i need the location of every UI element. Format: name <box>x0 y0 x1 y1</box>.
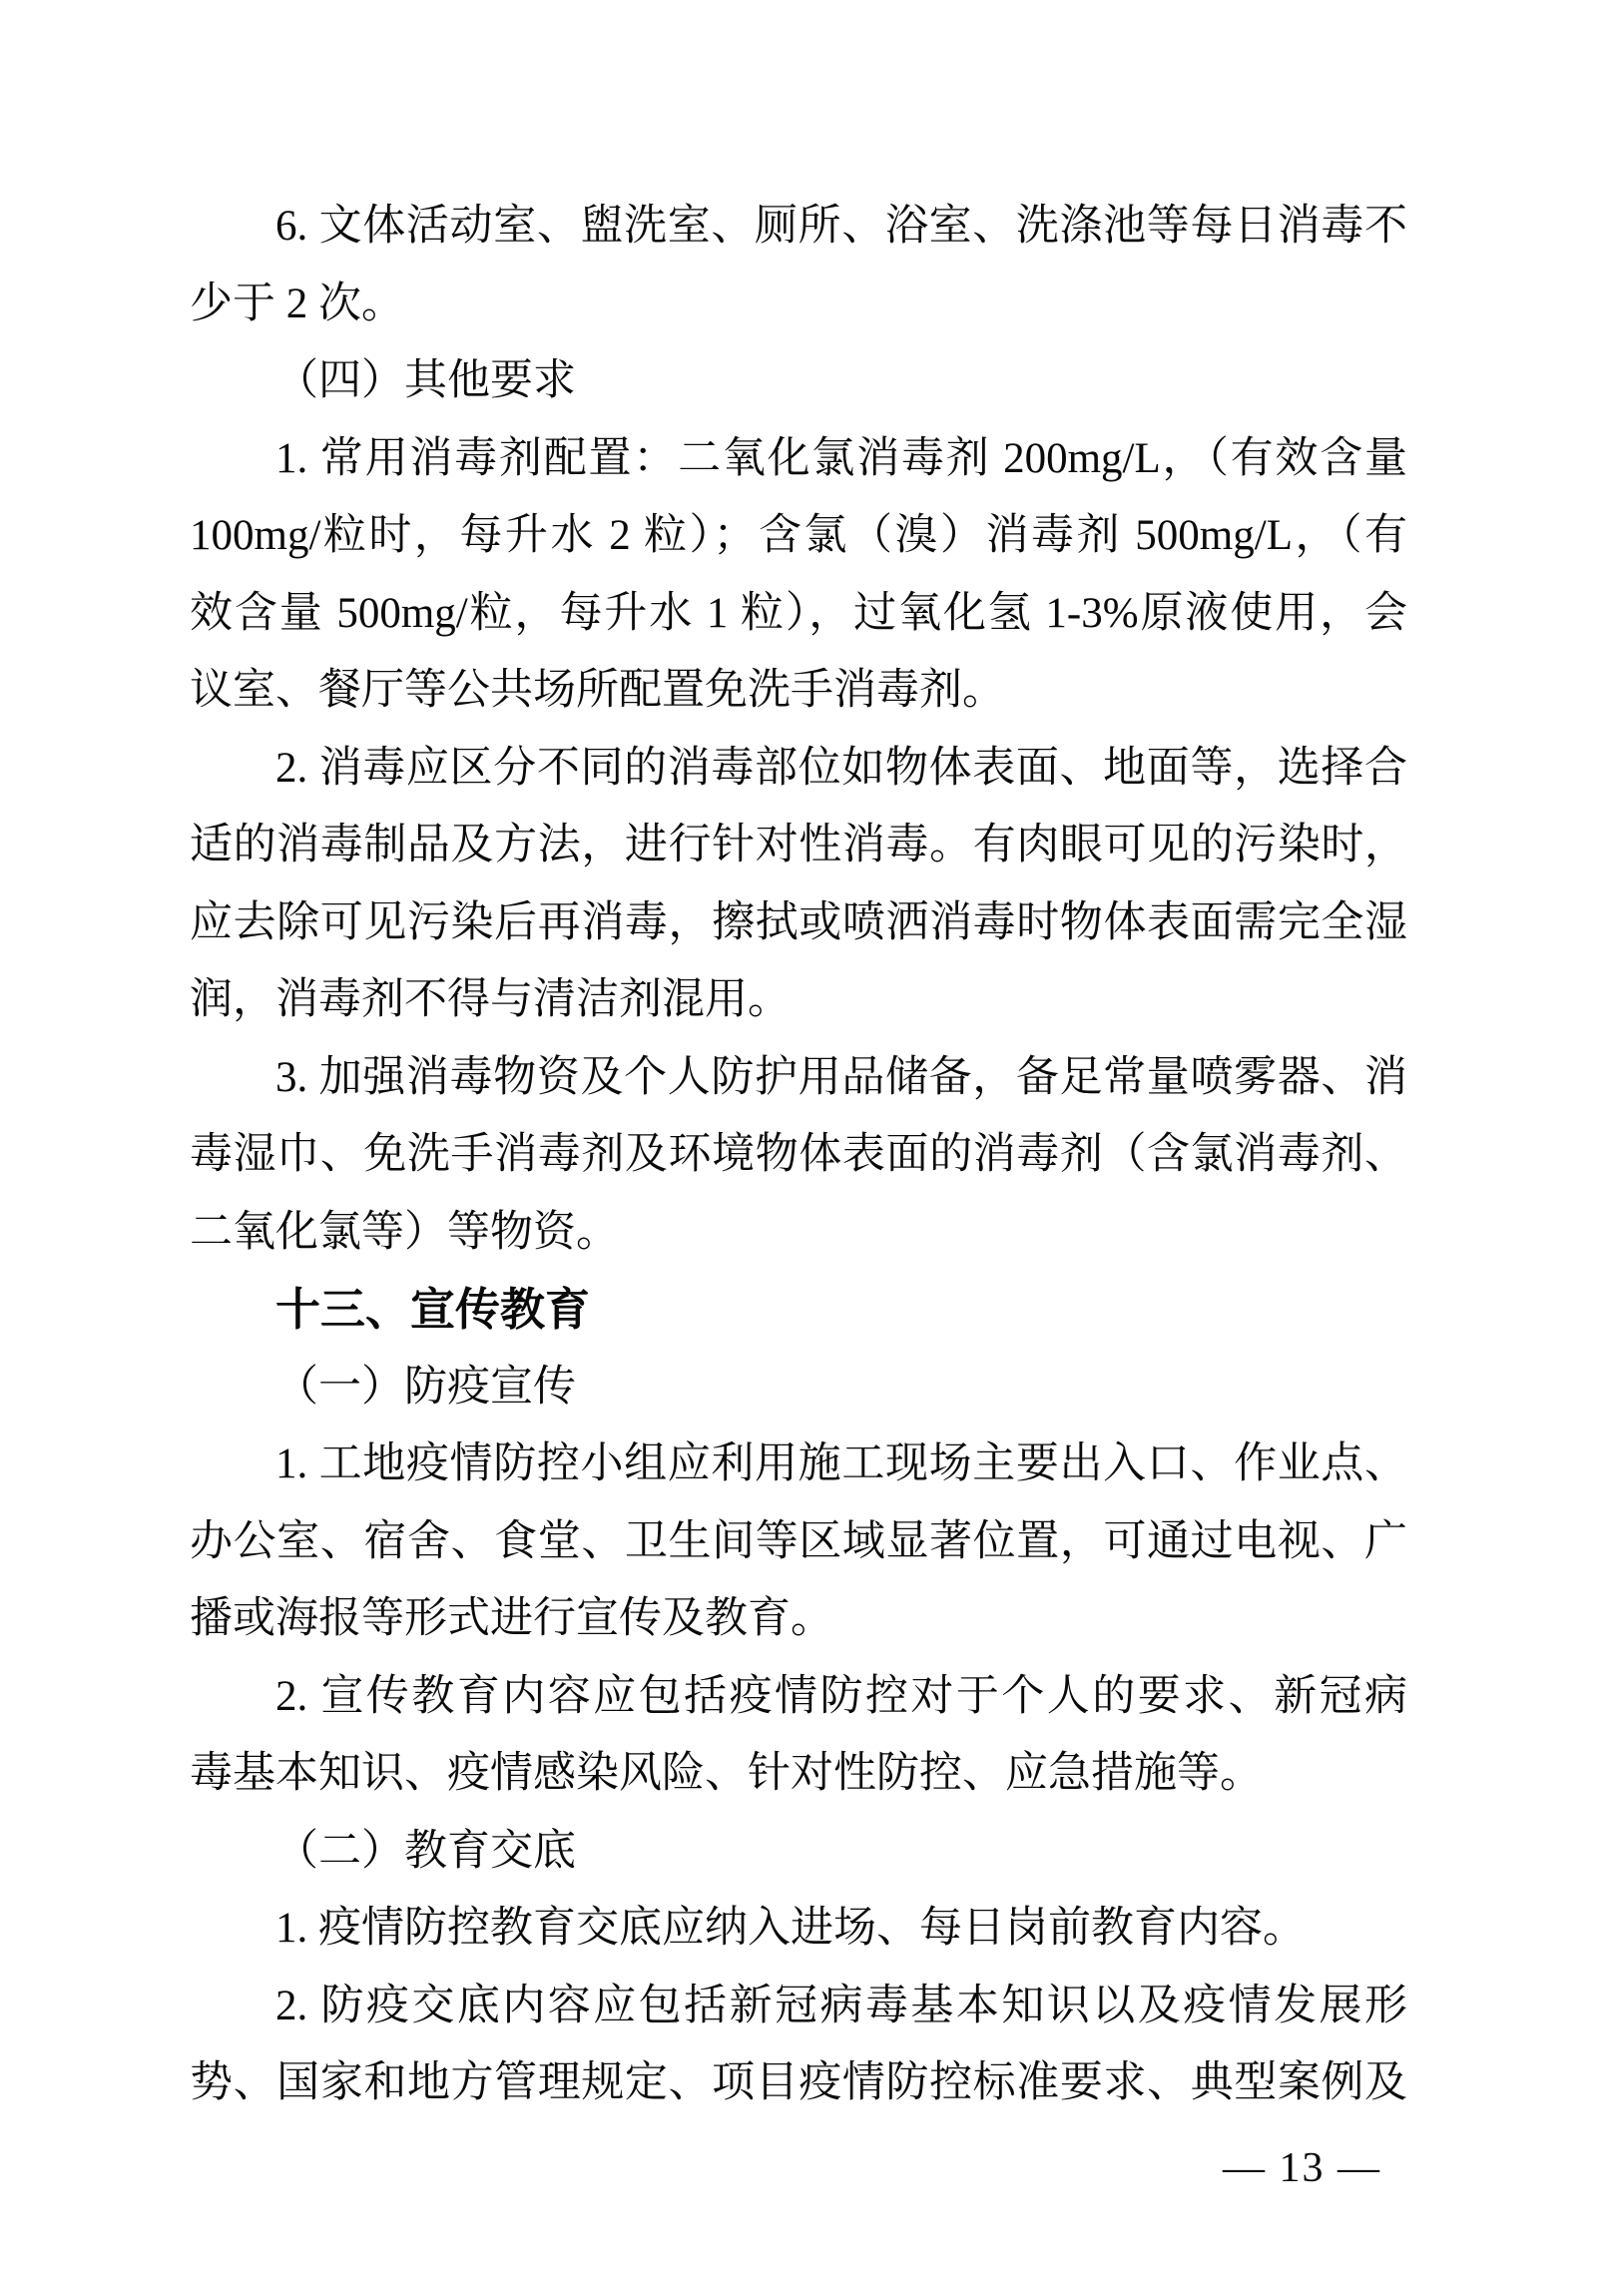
text-line: 100mg/粒时，每升水 2 粒）；含氯（溴）消毒剂 500mg/L，（有 <box>190 512 1407 559</box>
text-line: 播或海报等形式进行宣传及教育。 <box>190 1595 833 1642</box>
text-line: 毒湿巾、免洗手消毒剂及环境物体表面的消毒剂（含氯消毒剂、 <box>190 1131 1407 1178</box>
text-line: 2. 宣传教育内容应包括疫情防控对于个人的要求、新冠病 <box>275 1672 1407 1720</box>
text-line: 润，消毒剂不得与清洁剂混用。 <box>190 976 791 1023</box>
text-line: 应去除可见污染后再消毒，擦拭或喷洒消毒时物体表面需完全湿 <box>190 898 1407 946</box>
section-subheading: （二）教育交底 <box>275 1827 576 1875</box>
text-line: 2. 防疫交底内容应包括新冠病毒基本知识以及疫情发展形 <box>275 1982 1407 2029</box>
text-line: 毒基本知识、疫情感染风险、针对性防控、应急措施等。 <box>190 1750 1263 1797</box>
section-heading: 十三、宣传教育 <box>275 1284 591 1335</box>
text-line: 6. 文体活动室、盥洗室、厕所、浴室、洗涤池等每日消毒不 <box>275 203 1407 250</box>
text-line: 势、国家和地方管理规定、项目疫情防控标准要求、典型案例及 <box>190 2059 1407 2106</box>
text-line: 少于 2 次。 <box>190 280 404 327</box>
page-number: — 13 — <box>1223 2145 1381 2191</box>
text-line: 1. 工地疫情防控小组应利用施工现场主要出入口、作业点、 <box>275 1440 1407 1487</box>
text-line: 1. 疫情防控教育交底应纳入进场、每日岗前教育内容。 <box>275 1905 1306 1952</box>
text-line: 适的消毒制品及方法，进行针对性消毒。有肉眼可见的污染时， <box>190 822 1407 868</box>
text-line: 办公室、宿舍、食堂、卫生间等区域显著位置，可通过电视、广 <box>190 1517 1407 1565</box>
text-line: 2. 消毒应区分不同的消毒部位如物体表面、地面等，选择合 <box>275 744 1407 792</box>
section-subheading: （一）防疫宣传 <box>275 1363 576 1411</box>
section-subheading: （四）其他要求 <box>275 357 576 404</box>
text-line: 议室、餐厅等公共场所配置免洗手消毒剂。 <box>190 667 1005 714</box>
text-line: 效含量 500mg/粒，每升水 1 粒），过氧化氢 1-3%原液使用，会 <box>190 589 1407 637</box>
text-line: 二氧化氯等）等物资。 <box>190 1208 619 1256</box>
text-line: 1. 常用消毒剂配置：二氧化氯消毒剂 200mg/L，（有效含量 <box>275 434 1407 482</box>
text-line: 3. 加强消毒物资及个人防护用品储备，备足常量喷雾器、消 <box>275 1053 1407 1101</box>
document-text-block <box>190 188 1407 2122</box>
